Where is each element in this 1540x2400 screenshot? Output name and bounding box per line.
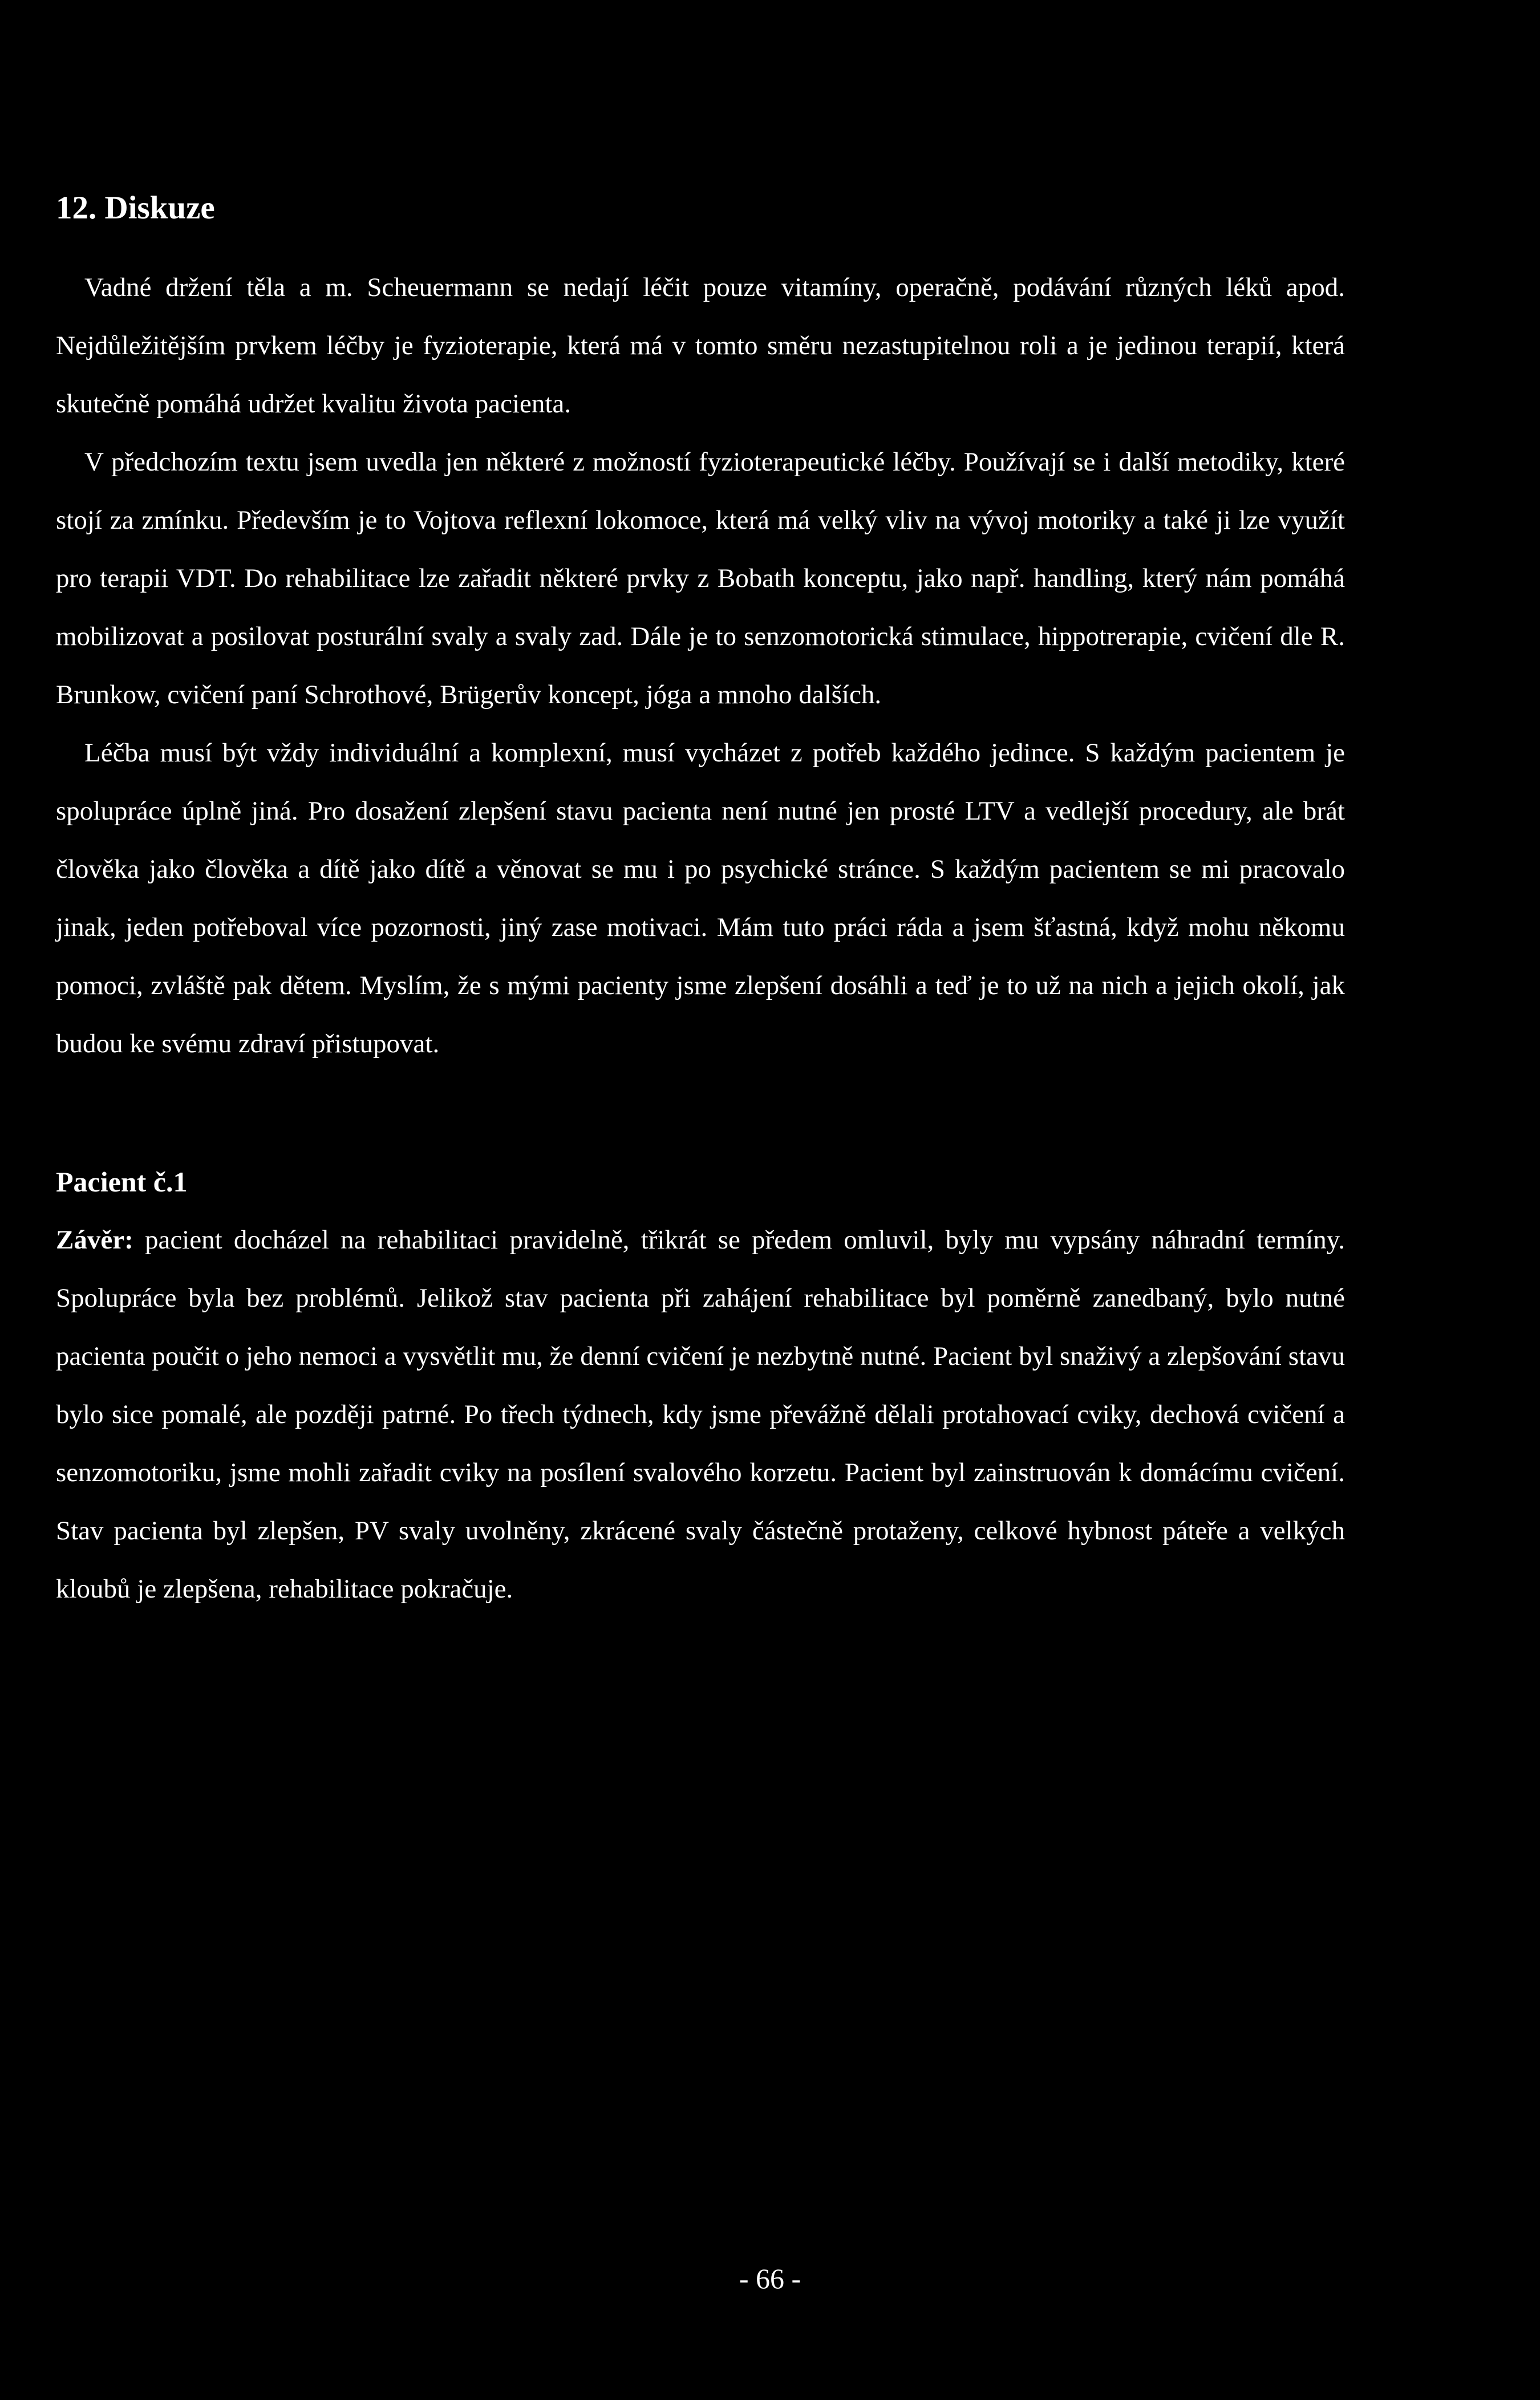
section-spacer xyxy=(56,1073,1345,1153)
paragraph-2: V předchozím textu jsem uvedla jen některé z možností fyzioterapeutické léčby. Používají se i další metodiky, které stojí za zmínku. Především je to Vojtova reflexní lokomoce, která má velký vliv na vývoj motoriky a také ji lze využít pro terapii VDT. Do rehabilitace lze zařadit některé prvky z Bobath konceptu, jako např. handling, který nám pomáhá mobilizovat a posilovat posturální svaly a svaly zad. Dále je to senzomotorická stimulace, hippotrerapie, cvičení dle R. Brunkow, cvičení paní Schrothové, Brügerův koncept, jóga a mnoho dalších. xyxy=(56,447,1345,710)
conclusion-text: pacient docházel na rehabilitaci pravidelně, třikrát se předem omluvil, byly mu vypsány náhradní termíny. Spolupráce byla bez problémů. Jelikož stav pacienta při zahájení rehabilitace byl poměrně zanedbaný, bylo nutné pacienta poučit o jeho nemoci a vysvětlit mu, že denní cvičení je nezbytně nutné. Pacient byl snaživý a zlepšování stavu bylo sice pomalé, ale později patrné. Po třech týdnech, kdy jsme převážně dělali protahovací cviky, dechová cvičení a senzomotoriku, jsme mohli zařadit cviky na posílení svalového korzetu. Pacient byl zainstruován k domácímu cvičení. Stav pacienta byl zlepšen, PV svaly uvolněny, zkrácené svaly částečně protaženy, celkové hybnost páteře a velkých kloubů je zlepšena, rehabilitace pokračuje. xyxy=(56,1225,1345,1604)
page-content xyxy=(56,185,1345,1618)
paragraph-3: Léčba musí být vždy individuální a komplexní, musí vycházet z potřeb každého jedince. S každým pacientem je spolupráce úplně jiná. Pro dosažení zlepšení stavu pacienta není nutné jen prosté LTV a vedlejší procedury, ale brát člověka jako člověka a dítě jako dítě a věnovat se mu i po psychické stránce. S každým pacientem se mi pracovalo jinak, jeden potřeboval více pozornosti, jiný zase motivaci. Mám tuto práci ráda a jsem šťastná, když mohu někomu pomoci, zvláště pak dětem. Myslím, že s mými pacienty jsme zlepšení dosáhli a teď je to už na nich a jejich okolí, jak budou ke svému zdraví přistupovat. xyxy=(56,738,1345,1059)
patient-heading: Pacient č.1 xyxy=(56,1166,188,1198)
paragraph-1: Vadné držení těla a m. Scheuermann se nedají léčit pouze vitamíny, operačně, podávání různých léků apod. Nejdůležitějším prvkem léčby je fyzioterapie, která má v tomto směru nezastupitelnou roli a je jedinou terapií, která skutečně pomáhá udržet kvalitu života pacienta. xyxy=(56,273,1345,419)
section-heading: 12. Diskuze xyxy=(56,190,215,226)
patient-conclusion xyxy=(56,1211,1345,1618)
conclusion-label: Závěr: xyxy=(56,1225,133,1255)
page-number: - 66 - xyxy=(739,2263,801,2294)
